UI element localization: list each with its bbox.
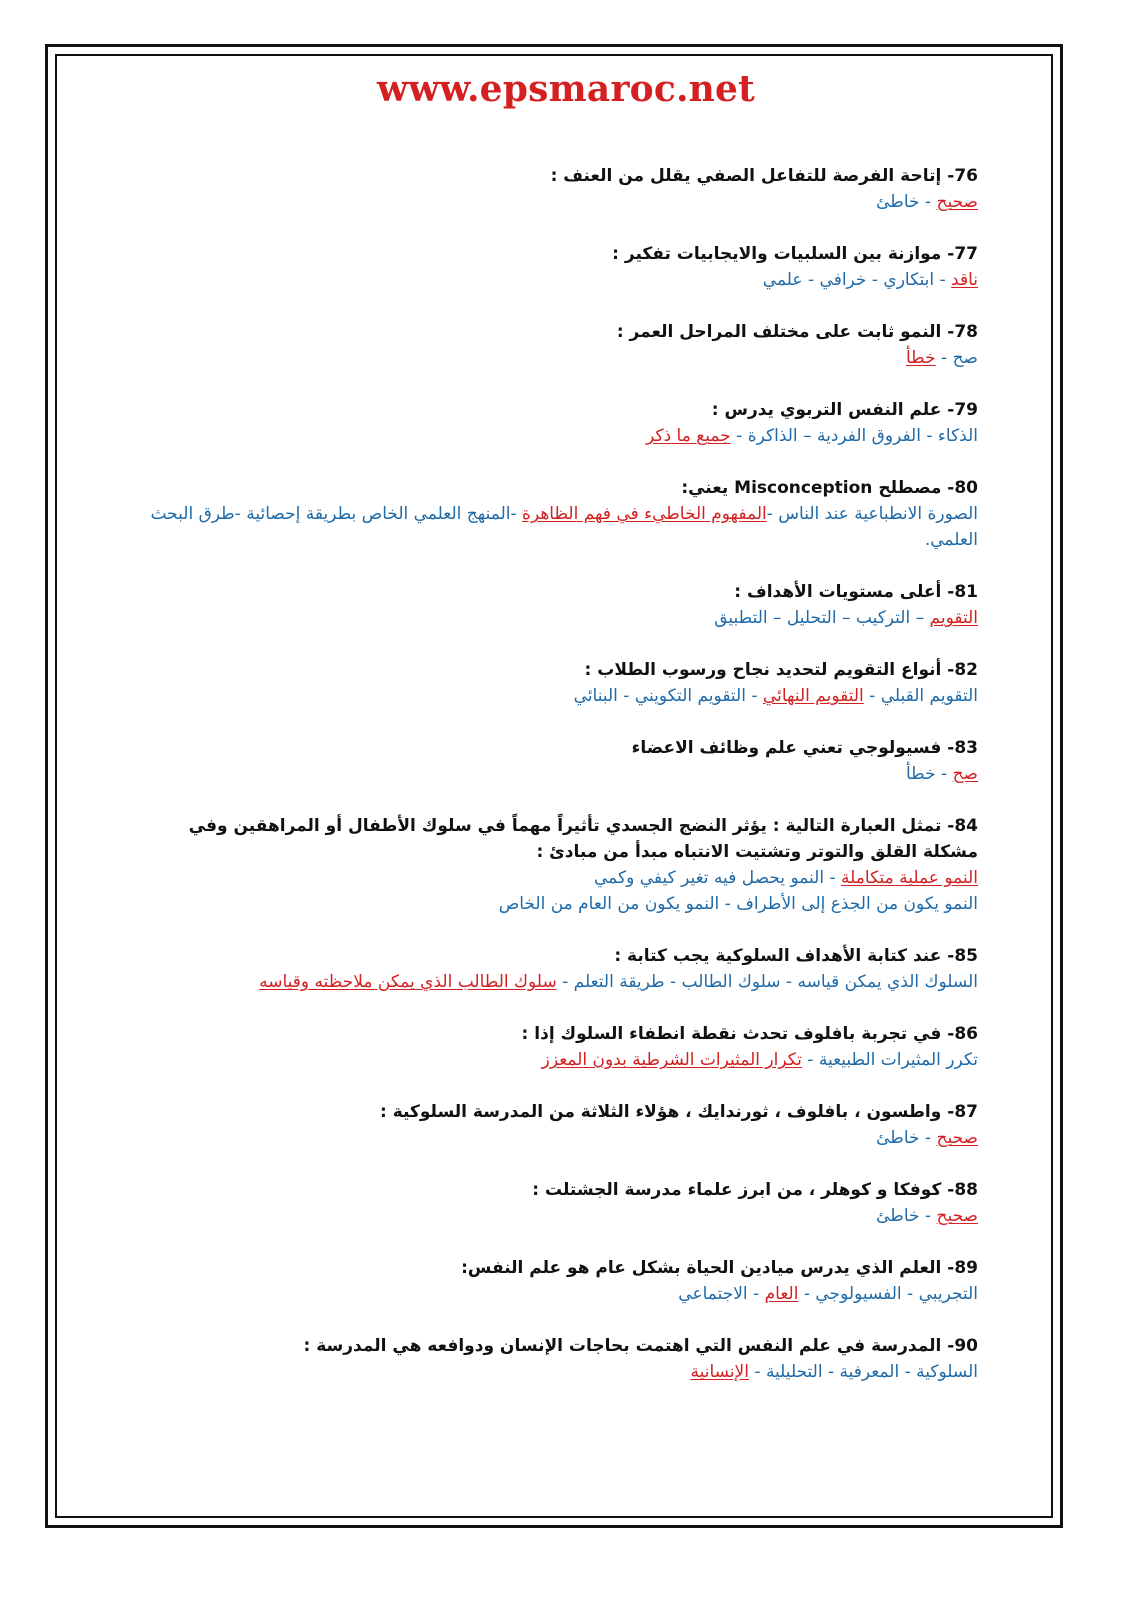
answer-option: الاجتماعي xyxy=(678,1284,748,1304)
question-number: 83- xyxy=(947,738,978,758)
answer-option-correct: تكرار المثيرات الشرطية بدون المعزز xyxy=(541,1050,802,1070)
answer-option: علمي xyxy=(762,270,803,290)
answer-option: طريقة التعلم xyxy=(573,972,665,992)
question-text xyxy=(134,475,978,501)
question-number: 77- xyxy=(947,244,978,264)
question-body: المدرسة في علم النفس التي اهتمت بحاجات الإنسان ودوافعه هي المدرسة : xyxy=(303,1336,942,1356)
option-separator: - xyxy=(234,504,247,524)
question-number: 78- xyxy=(947,322,978,342)
question-body: كوفكا و كوهلر ، من ابرز علماء مدرسة الجشتلت : xyxy=(532,1180,942,1200)
option-separator: - xyxy=(730,426,748,446)
answer-option: المنهج العلمي الخاص بطريقة إحصائية xyxy=(246,504,511,524)
option-separator: - xyxy=(919,1206,937,1226)
question-body: إتاحة الفرصة للتفاعل الصفي يقلل من العنف : xyxy=(550,166,942,186)
questions-list xyxy=(134,163,978,1385)
answer-option-correct: جميع ما ذكر xyxy=(646,426,731,446)
question-item xyxy=(134,1099,978,1151)
answer-option-correct: الإنسانية xyxy=(690,1362,749,1382)
answer-option: التقويم التكويني xyxy=(634,686,746,706)
question-item xyxy=(134,241,978,293)
question-item xyxy=(134,475,978,553)
question-number: 90- xyxy=(947,1336,978,1356)
question-item xyxy=(134,1021,978,1073)
option-separator: – xyxy=(767,608,787,628)
question-body: علم النفس التربوي يدرس : xyxy=(711,400,942,420)
answer-option: سلوك الطالب xyxy=(681,972,781,992)
question-number: 87- xyxy=(947,1102,978,1122)
answer-options xyxy=(134,1359,978,1385)
option-separator: - xyxy=(934,270,952,290)
option-separator: - xyxy=(766,504,779,524)
answer-option: ابتكاري xyxy=(883,270,935,290)
answer-option: الفروق الفردية xyxy=(816,426,921,446)
question-number: 85- xyxy=(947,946,978,966)
question-item xyxy=(134,813,978,917)
answer-option: النمو يكون من العام من الخاص xyxy=(498,894,720,914)
option-separator: - xyxy=(901,1284,919,1304)
question-item xyxy=(134,735,978,787)
answer-option: التحليلية xyxy=(765,1362,823,1382)
option-separator: - xyxy=(920,426,938,446)
answer-option: البنائي xyxy=(573,686,618,706)
answer-options xyxy=(134,605,978,631)
option-separator: - xyxy=(510,504,523,524)
answer-option: التركيب xyxy=(855,608,911,628)
option-separator: - xyxy=(664,972,682,992)
option-separator: - xyxy=(919,192,937,212)
option-separator: - xyxy=(863,686,881,706)
question-body: في تجربة بافلوف تحدث نقطة انطفاء السلوك إذا : xyxy=(521,1024,942,1044)
question-text xyxy=(134,241,978,267)
question-text xyxy=(134,319,978,345)
question-text xyxy=(134,657,978,683)
question-text xyxy=(134,1099,978,1125)
answer-option: خاطئ xyxy=(876,1128,920,1148)
option-separator: - xyxy=(822,1362,840,1382)
answer-option: الصورة الانطباعية عند الناس xyxy=(778,504,978,524)
question-item xyxy=(134,163,978,215)
option-separator: - xyxy=(935,764,953,784)
answer-option-correct: سلوك الطالب الذي يمكن ملاحظته وقياسه xyxy=(259,972,557,992)
option-separator: - xyxy=(801,1050,819,1070)
question-body: تمثل العبارة التالية : يؤثر النضج الجسدي تأثيراً مهماً في سلوك الأطفال أو المراهقين وفي مشكلة القلق والتوتر وتشتيت الانتباه مبدأ من مبادئ : xyxy=(188,816,978,862)
answer-option-correct: العام xyxy=(764,1284,799,1304)
question-text xyxy=(134,943,978,969)
option-separator: - xyxy=(747,1284,765,1304)
answer-option-correct: النمو عملية متكاملة xyxy=(841,868,978,888)
question-number: 84- xyxy=(947,816,978,836)
question-item xyxy=(134,397,978,449)
answer-options xyxy=(134,1203,978,1229)
answer-option-correct: التقويم النهائي xyxy=(762,686,864,706)
option-separator: - xyxy=(935,348,953,368)
question-number: 81- xyxy=(947,582,978,602)
question-number: 88- xyxy=(947,1180,978,1200)
question-body: العلم الذي يدرس ميادين الحياة بشكل عام هو علم النفس: xyxy=(461,1258,942,1278)
option-separator: – xyxy=(910,608,930,628)
answer-options xyxy=(134,345,978,371)
question-text xyxy=(134,163,978,189)
question-number: 82- xyxy=(947,660,978,680)
question-text xyxy=(134,735,978,761)
answer-option: الفسيولوجي xyxy=(815,1284,902,1304)
question-text xyxy=(134,579,978,605)
answer-option: الذكاء xyxy=(937,426,978,446)
option-separator: – xyxy=(836,608,856,628)
question-item xyxy=(134,1333,978,1385)
question-body: النمو ثابت على مختلف المراحل العمر : xyxy=(616,322,942,342)
answer-options xyxy=(134,761,978,787)
option-separator: - xyxy=(556,972,574,992)
answer-option: التجريبي xyxy=(918,1284,978,1304)
question-body: واطسون ، بافلوف ، ثورندايك ، هؤلاء الثلاثة من المدرسة السلوكية : xyxy=(380,1102,942,1122)
question-item xyxy=(134,1177,978,1229)
answer-option-correct: صح xyxy=(952,764,978,784)
answer-option: النمو يحصل فيه تغير كيفي وكمي xyxy=(594,868,825,888)
option-separator: - xyxy=(798,1284,816,1304)
answer-options xyxy=(134,969,978,995)
answer-option: خاطئ xyxy=(876,1206,920,1226)
answer-option-correct: صحيح xyxy=(936,192,978,212)
question-item xyxy=(134,943,978,995)
answer-option: خرافي xyxy=(819,270,867,290)
answer-options xyxy=(134,683,978,709)
option-separator: - xyxy=(899,1362,917,1382)
question-text-part: يعني: xyxy=(681,478,729,498)
option-separator: - xyxy=(748,1362,766,1382)
answer-option: المعرفية xyxy=(839,1362,900,1382)
answer-option: التقويم القبلي xyxy=(880,686,978,706)
question-body: أعلى مستويات الأهداف : xyxy=(734,582,942,602)
answer-option: خطأ xyxy=(905,764,936,784)
answer-option: السلوكية xyxy=(916,1362,978,1382)
question-text xyxy=(134,1333,978,1359)
option-separator: - xyxy=(780,972,798,992)
option-separator: - xyxy=(919,1128,937,1148)
question-text xyxy=(134,1255,978,1281)
option-separator: - xyxy=(719,894,737,914)
question-number: 89- xyxy=(947,1258,978,1278)
answer-options xyxy=(134,1125,978,1151)
question-text xyxy=(134,1021,978,1047)
answer-options xyxy=(134,1047,978,1073)
question-body: أنواع التقويم لتحديد نجاح ورسوب الطلاب : xyxy=(584,660,942,680)
question-body: موازنة بين السلبيات والايجابيات تفكير : xyxy=(612,244,942,264)
answer-option-correct: التقويم xyxy=(929,608,978,628)
answer-option: التحليل xyxy=(786,608,837,628)
site-url-header: www.epsmaroc.net xyxy=(377,68,755,110)
question-number: 80- xyxy=(947,478,978,498)
question-text xyxy=(134,1177,978,1203)
answer-option: السلوك الذي يمكن قياسه xyxy=(797,972,978,992)
option-separator: - xyxy=(866,270,884,290)
answer-option: تكرر المثيرات الطبيعية xyxy=(818,1050,978,1070)
question-item xyxy=(134,657,978,709)
question-body: عند كتابة الأهداف السلوكية يجب كتابة : xyxy=(614,946,942,966)
answer-option-correct: خطأ xyxy=(905,348,936,368)
answer-option: خاطئ xyxy=(876,192,920,212)
option-separator: – xyxy=(797,426,817,446)
answer-options xyxy=(134,189,978,215)
question-number: 86- xyxy=(947,1024,978,1044)
question-item xyxy=(134,319,978,371)
option-separator: - xyxy=(802,270,820,290)
question-item xyxy=(134,579,978,631)
question-term: Misconception xyxy=(734,478,873,498)
answer-option-correct: صحيح xyxy=(936,1128,978,1148)
answer-option: النمو يكون من الجذع إلى الأطراف xyxy=(736,894,978,914)
question-body: فسيولوجي تعني علم وظائف الاعضاء xyxy=(631,738,942,758)
question-number: 76- xyxy=(947,166,978,186)
question-number: 79- xyxy=(947,400,978,420)
answer-options xyxy=(134,423,978,449)
question-item xyxy=(134,1255,978,1307)
answer-option: التطبيق xyxy=(714,608,768,628)
answer-options xyxy=(134,267,978,293)
answer-option-correct: ناقد xyxy=(951,270,978,290)
answer-options xyxy=(134,501,978,553)
option-separator: - xyxy=(617,686,635,706)
answer-option-correct: المفهوم الخاطيء في فهم الظاهرة xyxy=(522,504,767,524)
question-text xyxy=(134,397,978,423)
answer-options xyxy=(134,865,978,917)
question-text xyxy=(134,813,978,865)
answer-option-correct: صحيح xyxy=(936,1206,978,1226)
question-text-part: مصطلح xyxy=(878,478,942,498)
answer-option: الذاكرة xyxy=(747,426,798,446)
answer-options xyxy=(134,1281,978,1307)
answer-option: طرق البحث العلمي. xyxy=(150,504,978,550)
answer-option: صح xyxy=(952,348,978,368)
option-separator: - xyxy=(824,868,842,888)
option-separator: - xyxy=(745,686,763,706)
